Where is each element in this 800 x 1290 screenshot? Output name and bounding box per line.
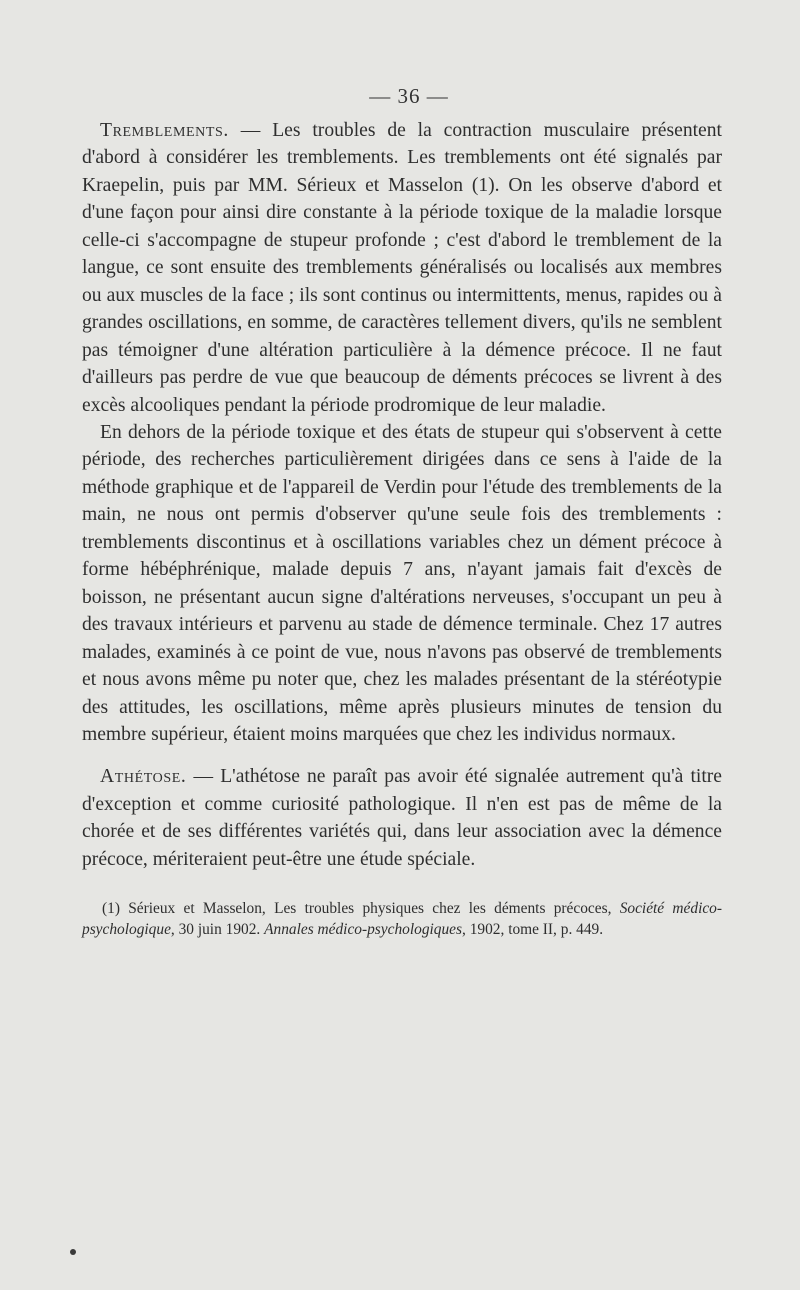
page-number: — 36 — [369, 84, 449, 108]
footnote-journal-1: Société médico-psychologique [82, 900, 722, 938]
section-heading-athetose: Athétose. [100, 766, 187, 788]
footnote-text: , 30 juin 1902. [170, 920, 265, 938]
paragraph-tremblements-2: En dehors de la période toxique et des états de stupeur qui s'observent à cette période, des recherches particulièrement dirigées dans ce sens à l'aide de la méthode graphique et de l'appareil de Verdin pour l'étude des tremblements de la main, ne nous ont permis d'observer qu'une seule fois des tremblements : tremblements discontinus et à oscillations variables chez un dément précoce à forme hébéphrénique, malade depuis 7 ans, n'ayant jamais fait d'excès de boisson, ne présentant aucun signe d'altérations nerveuses, s'occupant un peu à des travaux intérieurs et parvenu au stade de démence terminale. Chez 17 autres malades, examinés à ce point de vue, nous n'avons pas observé de tremblements et nous avons même pu noter que, chez les malades présentant de la stéréotypie des attitudes, les oscillations, même après plusieurs minutes de tension du membre supérieur, étaient moins marquées que chez les individus normaux. [82, 421, 722, 745]
page [82, 84, 722, 956]
section-gap [82, 748, 722, 763]
paragraph-text: — L'athétose ne paraît pas avoir été signalée autrement qu'à titre d'exception et comme curiosité pathologique. Il n'en est pas de même de la chorée et de ses différentes variétés qui, dans leur association avec la démence précoce, mériteraient peut-être une étude spéciale. [82, 766, 722, 870]
footnote [82, 899, 722, 940]
footnote-journal-2: Annales médico-psychologiques [264, 920, 463, 938]
section-heading-tremblements: Tremblements. [100, 120, 229, 141]
footnote-text: , 1902, tome II, p. 449. [462, 920, 604, 938]
paragraph-athetose [82, 763, 722, 873]
paragraph-tremblements-1 [82, 117, 722, 419]
paragraph-text: — Les troubles de la contraction musculaire présentent d'abord à considérer les tremblements. Les tremblements ont été signalés par Kraepelin, puis par MM. Sérieux et Masselon (1). On les observe d'abord et d'une façon pour ainsi dire constante à la période toxique de la maladie lorsque celle-ci s'accompagne de stupeur profonde ; c'est d'abord le tremblement de la langue, ce sont ensuite des tremblements généralisés ou localisés aux membres ou aux muscles de la face ; ils sont continus ou intermittents, menus, rapides ou à grandes oscillations, en somme, de caractères tellement divers, qu'ils ne semblent pas témoigner d'une altération particulière à la démence précoce. Il ne faut d'ailleurs pas perdre de vue que beaucoup de déments précoces se livrent à des excès alcooliques pendant la période prodromique de leur maladie. [82, 120, 722, 416]
footnote-text: Sérieux et Masselon, Les troubles physiques chez les déments précoces, [119, 900, 620, 918]
footnote-marker: (1) [102, 900, 120, 918]
ink-speck [70, 1249, 76, 1255]
